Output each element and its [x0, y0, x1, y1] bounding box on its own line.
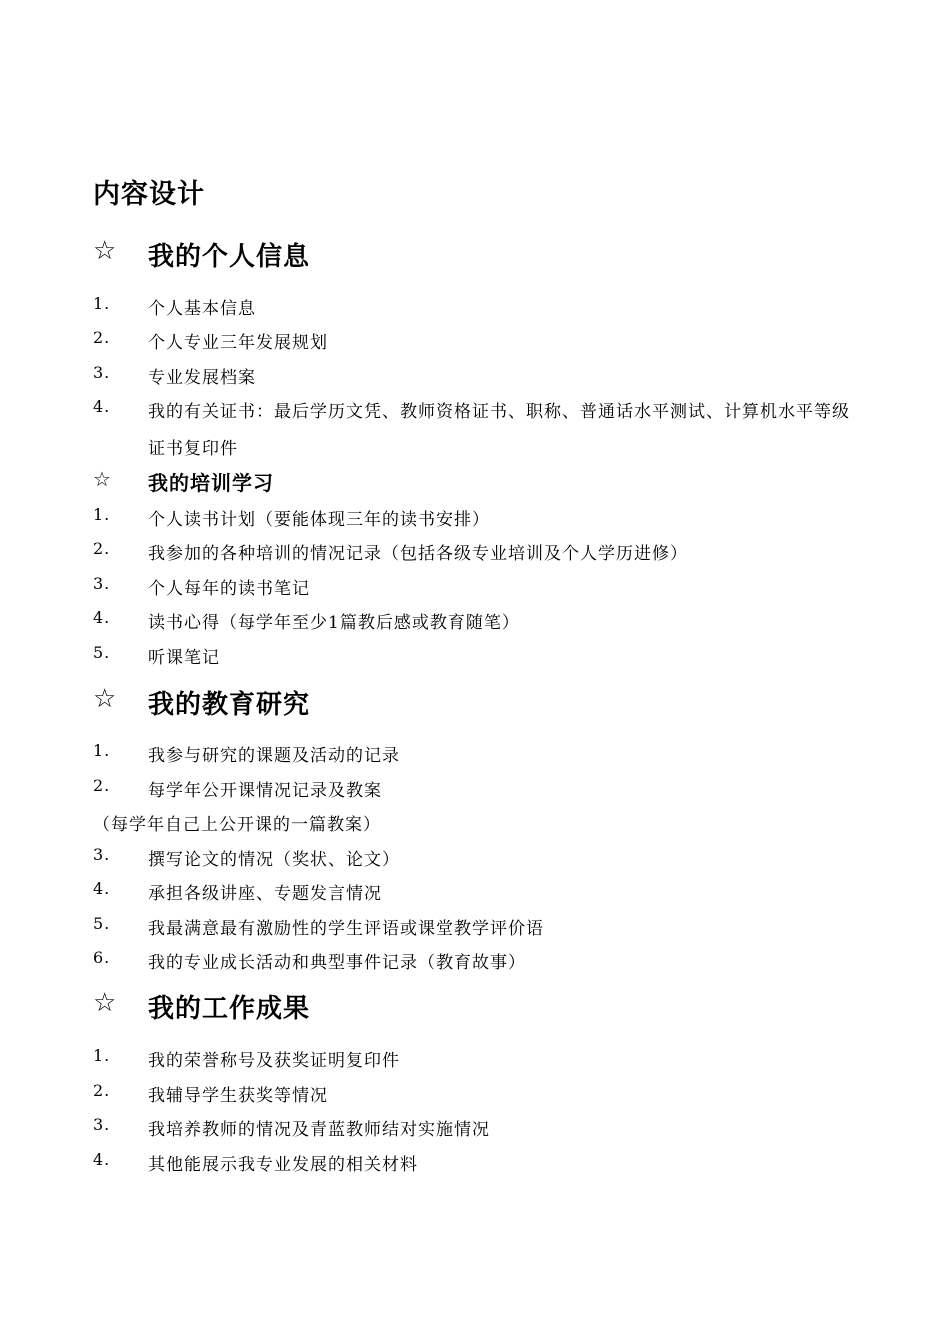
item-text: 个人每年的读书笔记 — [148, 579, 310, 599]
item-text: 个人读书计划（要能体现三年的读书安排） — [148, 510, 490, 530]
star-icon: ☆ — [93, 684, 117, 714]
item-number: 4. — [93, 397, 111, 416]
star-icon: ☆ — [93, 988, 117, 1018]
item-text: 个人基本信息 — [148, 299, 256, 319]
item-note: （每学年自己上公开课的一篇教案） — [93, 815, 381, 835]
item-text: 我的荣誉称号及获奖证明复印件 — [148, 1051, 400, 1071]
item-text: 我的有关证书：最后学历文凭、教师资格证书、职称、普通话水平测试、计算机水平等级 — [148, 402, 850, 422]
item-text-continued: 证书复印件 — [148, 439, 238, 459]
star-icon: ☆ — [93, 236, 117, 266]
item-text: 我培养教师的情况及青蓝教师结对实施情况 — [148, 1120, 490, 1140]
item-text: 我最满意最有激励性的学生评语或课堂教学评价语 — [148, 919, 544, 939]
item-number: 2. — [93, 1081, 111, 1100]
item-number: 3. — [93, 1115, 111, 1134]
item-number: 3. — [93, 574, 111, 593]
item-text: 我参与研究的课题及活动的记录 — [148, 746, 400, 766]
document-title: 内容设计 — [93, 179, 205, 210]
item-number: 1. — [93, 294, 111, 313]
item-number: 2. — [93, 776, 111, 795]
item-number: 4. — [93, 1150, 111, 1169]
item-text: 其他能展示我专业发展的相关材料 — [148, 1155, 418, 1175]
item-number: 3. — [93, 845, 111, 864]
item-text: 专业发展档案 — [148, 368, 256, 388]
item-text: 我辅导学生获奖等情况 — [148, 1086, 328, 1106]
section-heading-label: 我的工作成果 — [148, 994, 311, 1024]
section-heading-label: 我的培训学习 — [148, 471, 274, 495]
item-number: 1. — [93, 1046, 111, 1065]
star-icon: ☆ — [93, 467, 111, 491]
section-heading-label: 我的个人信息 — [148, 242, 311, 272]
item-text: 个人专业三年发展规划 — [148, 333, 328, 353]
section-heading-label: 我的教育研究 — [148, 690, 311, 720]
item-number: 3. — [93, 363, 111, 382]
item-text: 我参加的各种培训的情况记录（包括各级专业培训及个人学历进修） — [148, 544, 688, 564]
item-text: 听课笔记 — [148, 648, 220, 668]
item-number: 1. — [93, 505, 111, 524]
item-number: 5. — [93, 914, 111, 933]
item-text: 读书心得（每学年至少1篇教后感或教育随笔） — [148, 613, 520, 633]
item-text: 我的专业成长活动和典型事件记录（教育故事） — [148, 953, 526, 973]
item-number: 2. — [93, 539, 111, 558]
item-text: 承担各级讲座、专题发言情况 — [148, 884, 382, 904]
item-number: 4. — [93, 879, 111, 898]
item-number: 2. — [93, 328, 111, 347]
item-text: 撰写论文的情况（奖状、论文） — [148, 850, 400, 870]
item-number: 5. — [93, 643, 111, 662]
item-number: 1. — [93, 741, 111, 760]
item-number: 6. — [93, 948, 111, 967]
item-text: 每学年公开课情况记录及教案 — [148, 781, 382, 801]
item-number: 4. — [93, 608, 111, 627]
